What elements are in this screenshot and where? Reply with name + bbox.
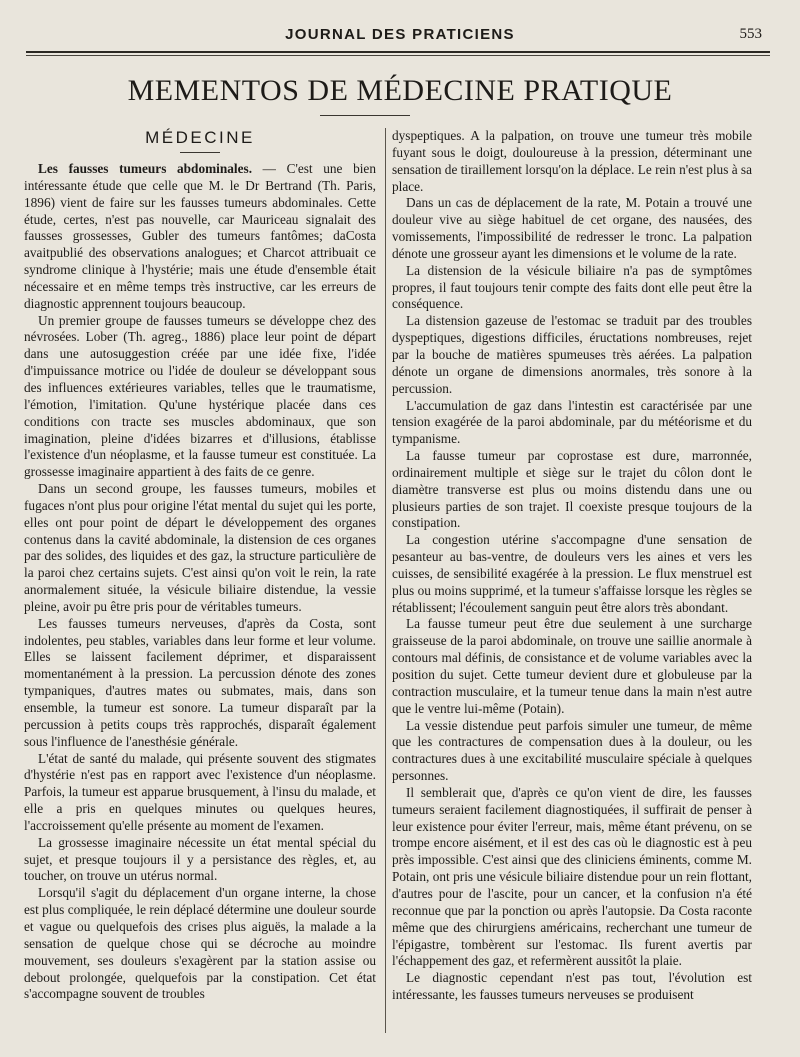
paragraph: La fausse tumeur par coprostase est dure, marronnée, ordinairement multiple et siège sur le trajet du côlon dont le diamètre transverse est plus ou moins distendu dans une ou plusieurs parties de son trajet. Il coexiste presque toujours de la constipation. <box>392 448 752 531</box>
running-header <box>30 26 770 48</box>
paragraph: Il semblerait que, d'après ce qu'on vient de dire, les fausses tumeurs seraient facilement diagnostiquées, il suffirait de penser à leur existence pour éviter l'erreur, mais, même étant prévenu, on se trompe encore aisément, et il est des cas où le diagnostic est à peu près impossible. C'est ainsi que des cliniciens éminents, comme M. Potain, ont pris une vésicule biliaire distendue pour un rein flottant, d'autres pour de l'ascite, pour un cancer, et la confusion n'a été reconnue que par la ponction ou après l'autopsie. Da Costa raconte même que des chirurgiens américains, recherchant une tumeur de l'épigastre, tombèrent sur l'estomac. Ils furent avertis par l'échappement des gaz, et refermèrent aussitôt la plaie. <box>392 784 752 969</box>
paragraph: La distension de la vésicule biliaire n'a pas de symptômes propres, il faut toujours tenir compte des faits dont elle peut être la conséquence. <box>392 262 752 312</box>
column-divider <box>385 128 386 1033</box>
lead-paragraph <box>24 161 376 313</box>
lead-text: — C'est une bien intéressante étude que celle que M. le Dr Bertrand (Th. Paris, 1896) vient de faire sur les fausses tumeurs abdominales. Cette étude, certes, n'est pas nouvelle, car Mauriceau signalait des fausses grossesses, Gubler des tumeurs fantômes; daCosta avaitpublié des observations analogues; et Charcot attribuait ce syndrome clinique à l'hystérie; mais une étude d'ensemble était nécessaire et en même temps très instructive, car les erreurs de diagnostic apprennent toujours beaucoup. <box>24 161 376 311</box>
header-rule <box>26 51 770 53</box>
paragraph: La vessie distendue peut parfois simuler une tumeur, de même que les contractures de compensation dues à la douleur, ou les contractures dues à une excitabilité musculaire spéciale à quelques personnes. <box>392 717 752 784</box>
paragraph: L'état de santé du malade, qui présente souvent des stigmates d'hystérie n'est pas en rapport avec l'existence d'un néoplasme. Parfois, la tumeur est apparue brusquement, à l'insu du malade, et elle a pris en quelques minutes ou quelques heures, l'accroissement qu'elle présente au moment de l'examen. <box>24 750 376 833</box>
header-rule-thin <box>26 55 770 56</box>
paragraph: Dans un cas de déplacement de la rate, M. Potain a trouvé une douleur vive au siège habituel de cet organe, des nausées, des vomissements, l'impossibilité de redresser le tronc. La palpation dénote une grosseur ayant les dimensions et le volume de la rate. <box>392 195 752 261</box>
paragraph: Lorsqu'il s'agit du déplacement d'un organe interne, la chose est plus compliquée, le rein déplacé détermine une douleur sourde et vague ou quelquefois des crises plus aiguës, la malade a la sensation de quelque chose qui se décroche au moindre mouvement, ses douleurs s'exagèrent par la station assise ou debout prolongée, quelquefois par la constipation. Cet état s'accompagne souvent de troubles <box>24 885 376 1002</box>
article-title: Les fausses tumeurs abdominales. <box>38 161 253 176</box>
paragraph: La fausse tumeur peut être due seulement à une surcharge graisseuse de la paroi abdominale, on trouve une saillie anormale à contours mal définis, de consistance et de volume variables avec la position du sujet. Cette tumeur devient dure et globuleuse par la contraction musculaire, et la tumeur tenue dans la main n'est autre que le ventre lui-même (Potain). <box>392 616 752 716</box>
section-heading: MÉDECINE <box>145 128 255 147</box>
paragraph: L'accumulation de gaz dans l'intestin est caractérisée par une tension exagérée de la paroi abdominale, par du météorisme et du tympanisme. <box>392 397 752 447</box>
section-rule <box>180 152 220 153</box>
right-column <box>392 128 752 1004</box>
page-title: MEMENTOS DE MÉDECINE PRATIQUE <box>127 74 673 107</box>
paragraph: La distension gazeuse de l'estomac se traduit par des troubles dyspeptiques, digestions difficiles, éructations nombreuses, rejet par la bouche de matières spumeuses très aérées. La palpation dénote un organe de dimensions anormales, très sonore à la percussion. <box>392 313 752 396</box>
paragraph: Le diagnostic cependant n'est pas tout, l'évolution est intéressante, les fausses tumeurs nerveuses se produisent <box>392 970 752 1003</box>
paragraph: La congestion utérine s'accompagne d'une sensation de pesanteur au bas-ventre, de douleurs vers les aines et vers les cuisses, de sensibilité exagérée à la pression. Le flux menstruel est plus ou moins supprimé, et la tumeur s'affaisse lorsque les règles se rétablissent; l'écoulement sanguin peut être alors très abondant. <box>392 532 752 615</box>
paragraph: Dans un second groupe, les fausses tumeurs, mobiles et fugaces n'ont plus pour origine l'état mental du sujet qui les porte, elles ont pour point de départ le développement des organes contenus dans la cavité abdominale, la distension de ces organes par des solides, des liquides et des gaz, la structure particulière de la paroi chez certains sujets. C'est ainsi qu'on voit le rein, la rate anormalement située, la vésicule biliaire distendue, la vessie pleine, avoir pu être pris pour de véritables tumeurs. <box>24 481 376 614</box>
paragraph: dyspeptiques. A la palpation, on trouve une tumeur très mobile fuyant sous le doigt, douloureuse à la pression, déterminant une sensation de tiraillement lorsqu'on la déplace. Le rein n'est plus à sa place. <box>392 128 753 194</box>
paragraph: Les fausses tumeurs nerveuses, d'après da Costa, sont indolentes, peu stables, variables dans leur forme et leur volume. Elles se laissent facilement déprimer, et disparaissent momentanément à la pression. La percussion dénote des zones tympaniques, d'autres mates ou submates, mais, dans son ensemble, la tumeur est sonore. La tumeur disparaît par la percussion à petits coups très rapprochés, disparaît également sous l'influence de l'anesthésie générale. <box>24 615 376 749</box>
journal-title: JOURNAL DES PRATICIENS <box>285 26 515 43</box>
paragraph: Un premier groupe de fausses tumeurs se développe chez des névrosées. Lober (Th. agreg., 1886) place leur point de départ dans une autosuggestion créée par une idée fixe, l'idée d'impuissance motrice ou l'idée de douleur se développant sous des influences extérieures variables, telles que le traumatisme, l'émotion, l'imitation. Qu'une hystérique placée dans ces conditions con tracte ses muscles abdominaux, que son imagination, pleine d'idées bizarres et d'illusions, établisse l'existence d'un néoplasme, et la fausse tumeur est constituée. La grossesse imaginaire appartient à des faits de ce genre. <box>24 312 376 480</box>
title-rule <box>320 115 410 116</box>
paragraph: La grossesse imaginaire nécessite un état mental spécial du sujet, et presque toujours il y a persistance des règles, et, au toucher, on trouve un utérus normal. <box>24 834 376 884</box>
left-column <box>24 128 376 1003</box>
page-number: 553 <box>739 26 762 42</box>
